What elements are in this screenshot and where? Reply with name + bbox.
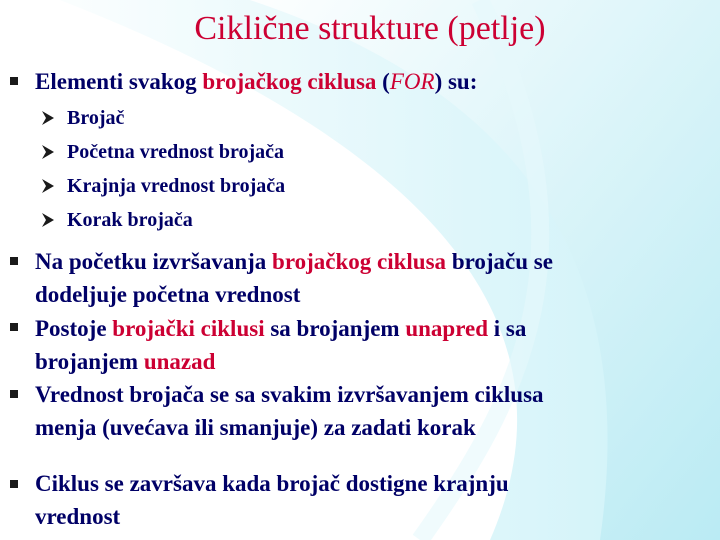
bullet-text-part: brojaču se [446,249,553,274]
sub-item-counter: Brojač [67,107,125,129]
bullet-step-change-line: Vrednost brojača se sa svakim izvršavanjem ciklusa [35,382,544,407]
bullet-text-highlight: brojačkog ciklusa [202,69,377,94]
arrow-bullet-icon [42,213,54,227]
bullet-initial-value-line2: dodeljuje početna vrednost [35,282,301,307]
bullet-loop-end-line2: vrednost [35,504,121,529]
bullet-text-part: Na početku izvršavanja [35,249,273,274]
bullet-text-highlight-italic: FOR [389,69,435,94]
slide-title: Ciklične strukture (petlje) [194,10,546,47]
bullet-text-part: i sa [488,316,527,341]
bullet-text-highlight: brojački ciklusi [112,316,265,341]
bullet-text-part: Postoje [35,316,113,341]
bullet-step-change-line2: menja (uvećava ili smanjuje) za zadati korak [35,415,476,440]
bullet-text-part: Elementi svakog [35,69,203,94]
bullet-text-highlight: unapred [405,316,489,341]
bullet-marker [10,323,18,331]
sub-item-initial-value: Početna vrednost brojača [67,141,285,163]
sub-item-step: Korak brojača [67,209,193,231]
bullet-initial-value-line [35,247,553,276]
bullet-text-part: brojanjem [35,349,144,374]
bullet-marker [10,480,18,488]
arrow-bullet-icon [42,111,54,125]
bullet-text-part: sa brojanjem [264,316,406,341]
sub-item-final-value: Krajnja vrednost brojača [67,175,286,197]
arrow-bullet-icon [42,179,54,193]
bullet-text-part: ( [376,69,390,94]
bullet-text-part: ) su: [434,69,478,94]
bullet-marker [10,77,18,85]
arrow-bullet-icon [42,145,54,159]
bullet-counter-elements [35,67,477,96]
bullet-text-highlight: unazad [143,349,216,374]
bullet-loop-end-line: Ciklus se završava kada brojač dostigne krajnju [35,471,509,496]
bullet-counting-direction-line2 [35,347,215,376]
bullet-marker [10,390,18,398]
bullet-marker [10,257,18,265]
bullet-text-highlight: brojačkog ciklusa [272,249,447,274]
bullet-counting-direction-line [35,314,526,343]
